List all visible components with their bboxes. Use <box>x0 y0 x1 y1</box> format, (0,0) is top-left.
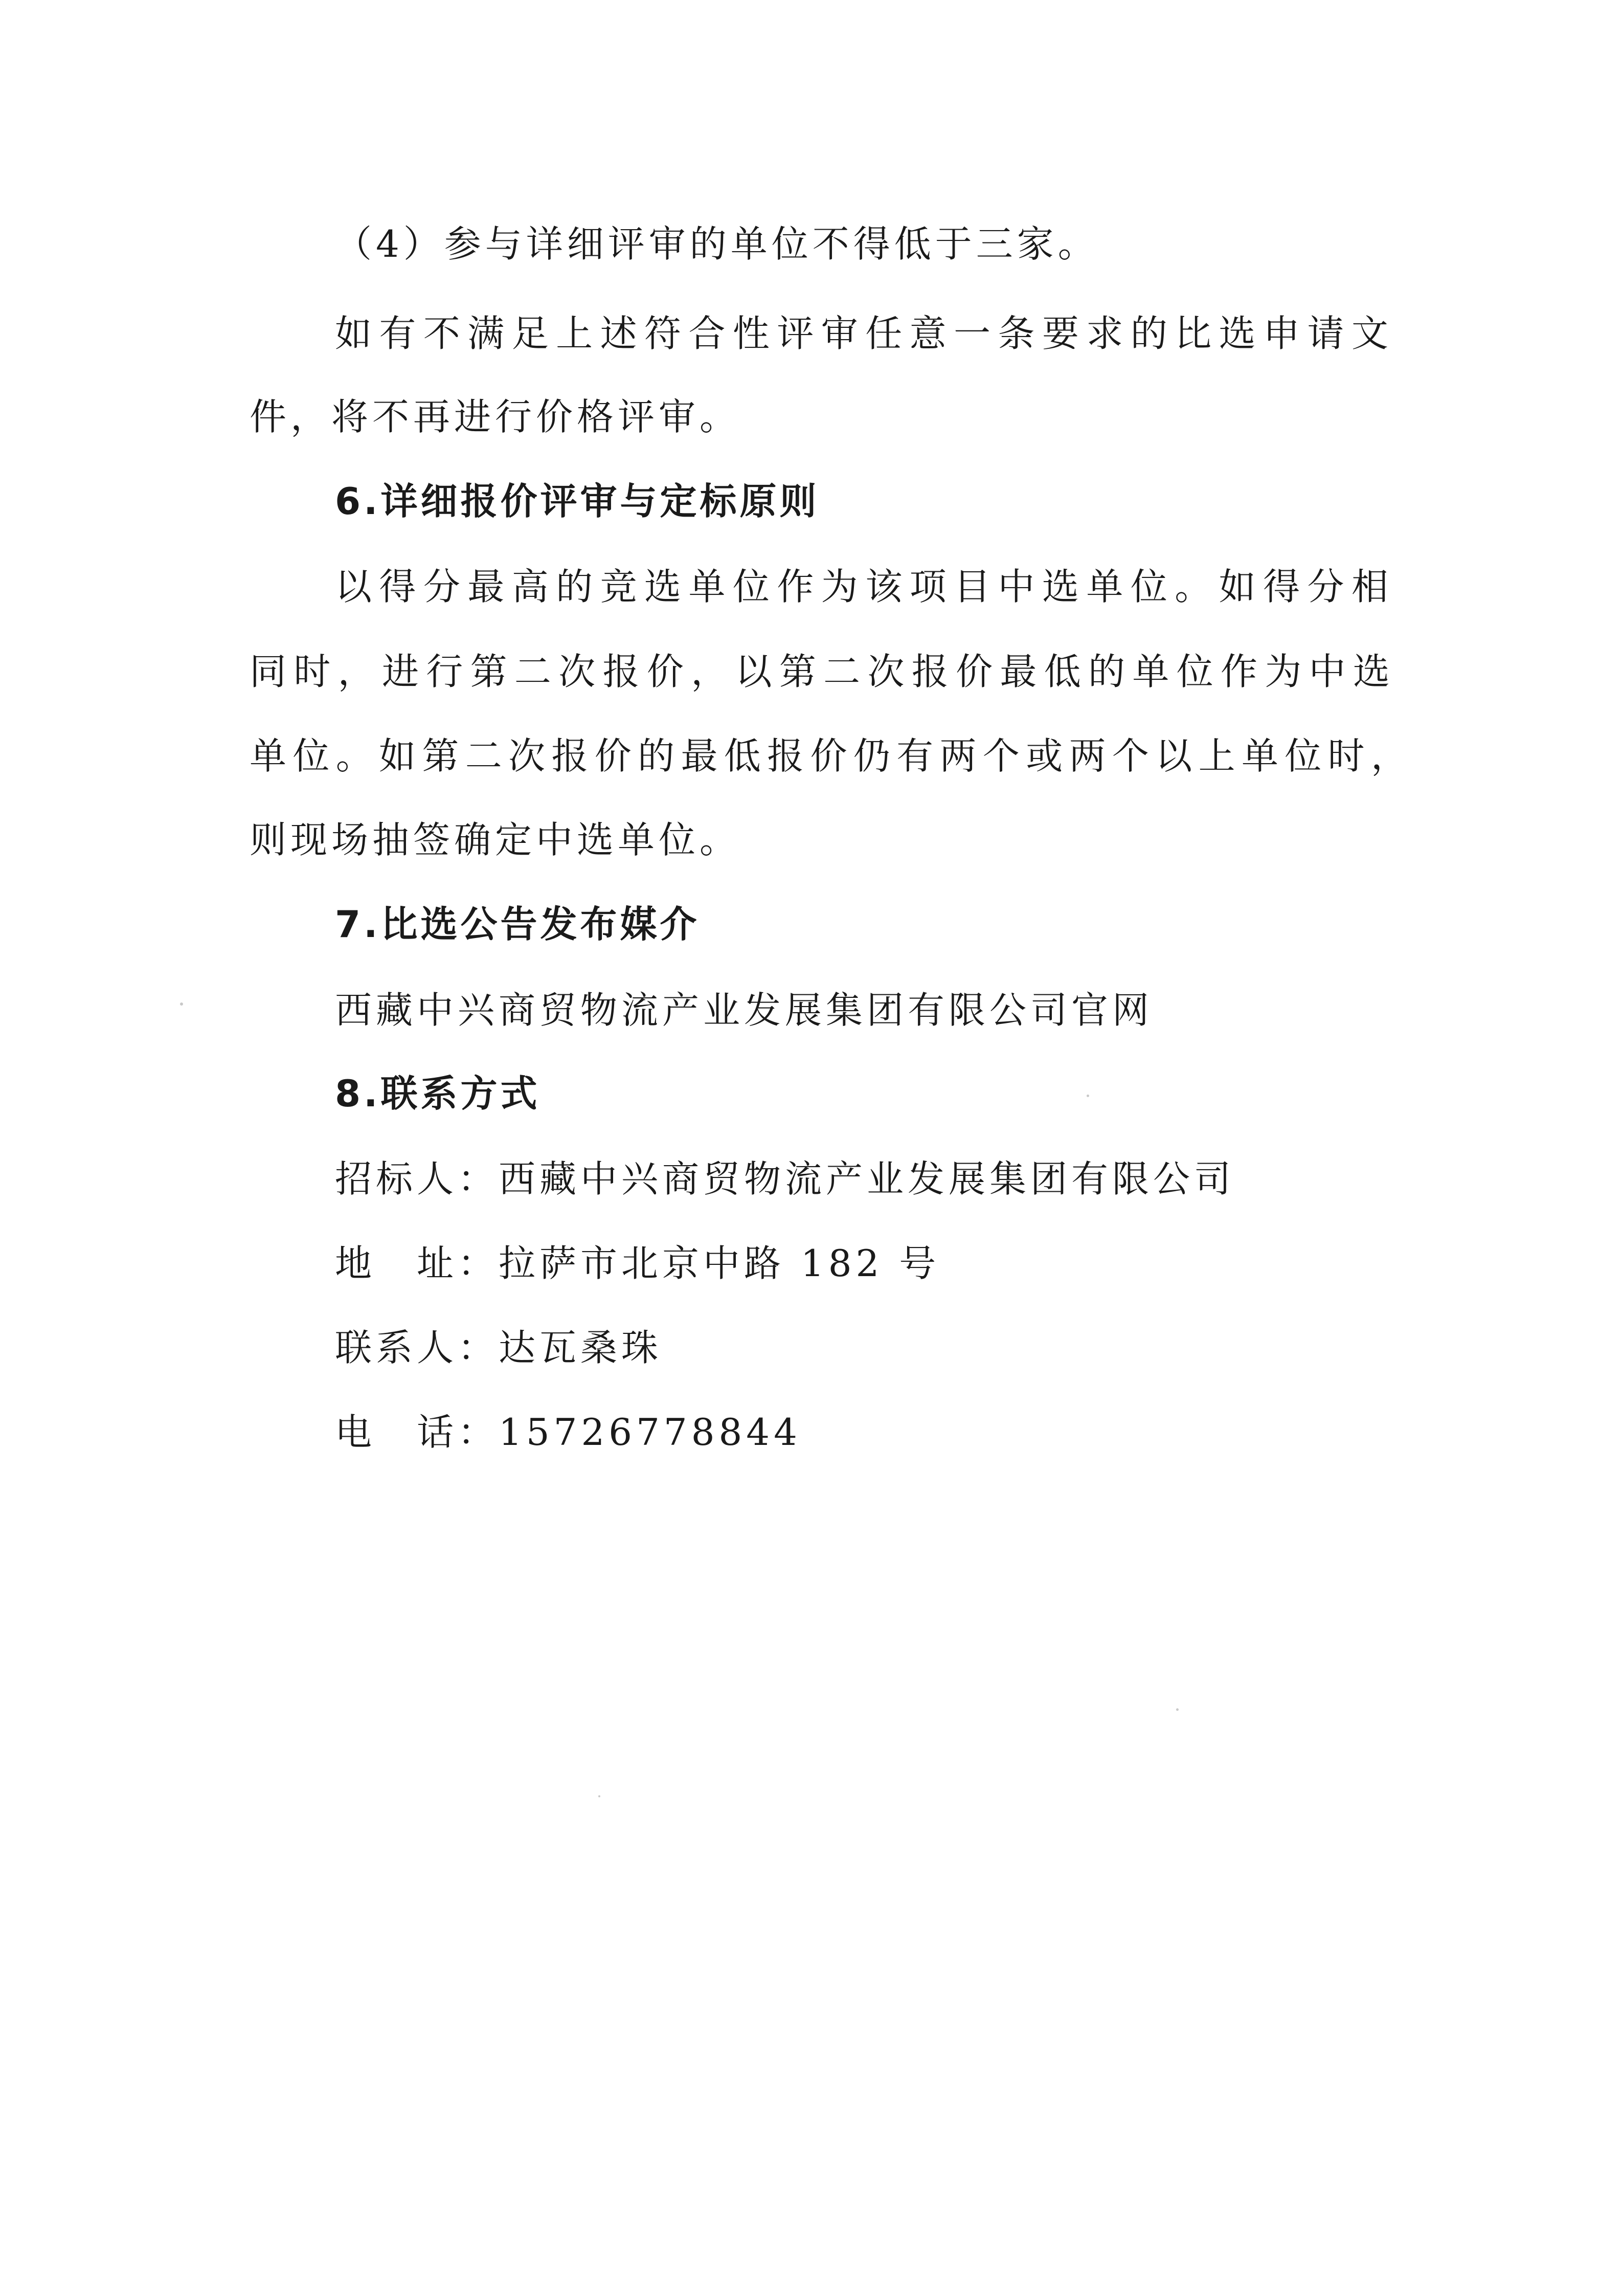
contact-label: 招标人 <box>335 1157 458 1200</box>
contact-separator: ： <box>458 1326 499 1369</box>
scan-speck <box>1087 1095 1089 1097</box>
contact-separator: ： <box>458 1411 499 1454</box>
contact-value: 15726778844 <box>499 1411 801 1454</box>
contact-separator: ： <box>458 1242 499 1285</box>
scan-speck <box>180 1002 183 1006</box>
contact-label: 地 址 <box>335 1242 458 1285</box>
section-6-heading: 6.详细报价评审与定标原则 <box>335 480 820 523</box>
section-6-line-3: 单位。如第二次报价的最低报价仍有两个或两个以上单位时， <box>250 734 1408 777</box>
note-line-1: 如有不满足上述符合性评审任意一条要求的比选申请文 <box>335 312 1388 355</box>
contact-separator: ： <box>458 1157 499 1200</box>
contact-row-address <box>335 1240 940 1286</box>
contact-value: 拉萨市北京中路 182 号 <box>499 1242 940 1285</box>
contact-row-tenderer <box>335 1156 1235 1202</box>
section-7-body: 西藏中兴商贸物流产业发展集团有限公司官网 <box>335 989 1154 1032</box>
scan-speck <box>598 1795 600 1797</box>
contact-row-person <box>335 1325 662 1371</box>
section-7-heading: 7.比选公告发布媒介 <box>335 903 700 946</box>
item-4-text: （4）参与详细评审的单位不得低于三家。 <box>335 222 1099 265</box>
section-6-line-2: 同时，进行第二次报价，以第二次报价最低的单位作为中选 <box>250 650 1390 693</box>
contact-label: 电 话 <box>335 1411 458 1454</box>
contact-label: 联系人 <box>335 1326 458 1369</box>
section-6-line-4: 则现场抽签确定中选单位。 <box>250 818 741 861</box>
scan-speck <box>1176 1708 1179 1711</box>
contact-value: 达瓦桑珠 <box>499 1326 663 1369</box>
contact-value: 西藏中兴商贸物流产业发展集团有限公司 <box>499 1157 1235 1200</box>
section-8-heading: 8.联系方式 <box>335 1072 540 1115</box>
section-6-line-1: 以得分最高的竞选单位作为该项目中选单位。如得分相 <box>335 565 1388 608</box>
contact-row-phone <box>335 1409 801 1455</box>
note-line-2: 件，将不再进行价格评审。 <box>250 395 741 438</box>
